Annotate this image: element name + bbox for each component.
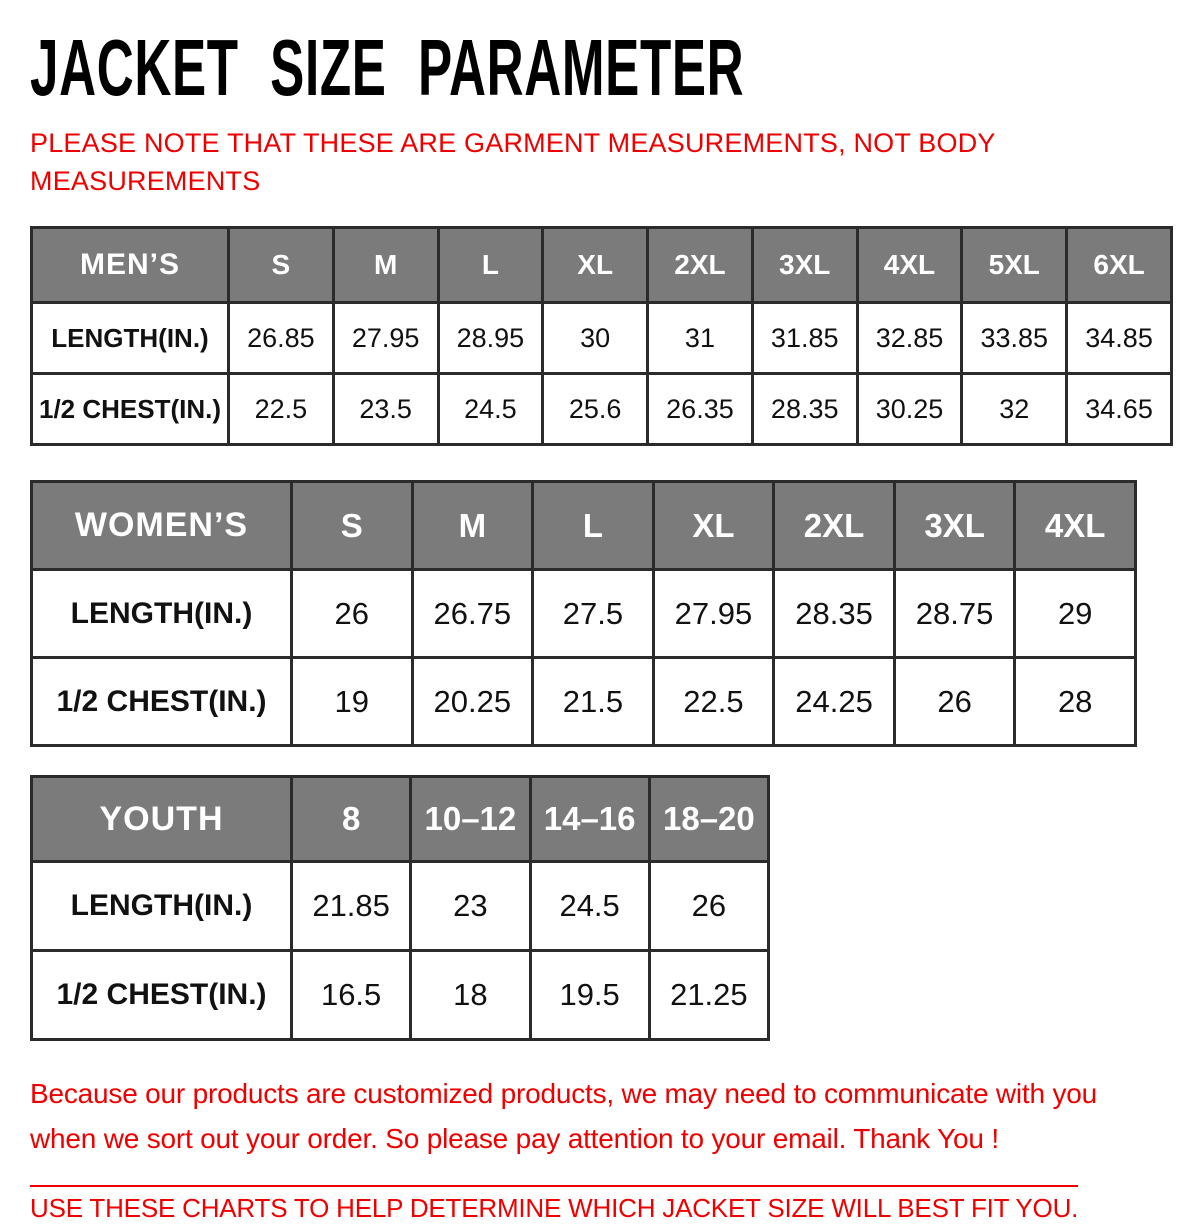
measurement-value-cell: 25.6 (543, 374, 648, 445)
measurement-value-cell: 22.5 (653, 658, 774, 746)
measurement-value-cell: 34.65 (1067, 374, 1172, 445)
row-label-cell: LENGTH(IN.) (32, 862, 292, 951)
custom-order-note-line1: Because our products are customized products, we may need to communicate with you (30, 1078, 1098, 1109)
measurement-value-cell: 23.5 (333, 374, 438, 445)
size-column-header: S (292, 482, 413, 570)
womens-header-row (32, 482, 1136, 570)
size-column-header: 4XL (857, 228, 962, 303)
measurement-value-cell: 22.5 (229, 374, 334, 445)
row-label-cell: 1/2 CHEST(IN.) (32, 951, 292, 1040)
measurement-value-cell: 26 (894, 658, 1015, 746)
measurement-value-cell: 32.85 (857, 303, 962, 374)
size-column-header: 10–12 (411, 777, 530, 862)
measurement-row (32, 862, 769, 951)
mens-header-row (32, 228, 1172, 303)
measurement-value-cell: 27.5 (533, 570, 654, 658)
size-column-header: 18–20 (649, 777, 768, 862)
measurement-row (32, 951, 769, 1040)
measurement-value-cell: 24.5 (530, 862, 649, 951)
size-column-header: 3XL (894, 482, 1015, 570)
measurement-value-cell: 31.85 (752, 303, 857, 374)
measurement-value-cell: 29 (1015, 570, 1136, 658)
measurement-row (32, 658, 1136, 746)
custom-order-note (30, 1071, 1150, 1161)
measurement-row (32, 570, 1136, 658)
measurement-value-cell: 26.85 (229, 303, 334, 374)
measurement-value-cell: 26.35 (648, 374, 753, 445)
measurement-value-cell: 24.5 (438, 374, 543, 445)
garment-measurement-note (30, 124, 1010, 200)
mens-size-table (30, 226, 1173, 446)
measurement-value-cell: 24.25 (774, 658, 895, 746)
fit-advice-text: USE THESE CHARTS TO HELP DETERMINE WHICH JACKET SIZE WILL BEST FIT YOU. (30, 1185, 1078, 1224)
row-label-cell: 1/2 CHEST(IN.) (32, 374, 229, 445)
measurement-value-cell: 34.85 (1067, 303, 1172, 374)
size-column-header: L (533, 482, 654, 570)
measurement-value-cell: 28.35 (774, 570, 895, 658)
measurement-value-cell: 19 (292, 658, 413, 746)
measurement-value-cell: 27.95 (653, 570, 774, 658)
size-column-header: 2XL (648, 228, 753, 303)
custom-order-note-line2: when we sort out your order. So please pay attention to your email. Thank You ! (30, 1123, 999, 1154)
measurement-value-cell: 21.85 (292, 862, 411, 951)
garment-measurement-note-line2: MEASUREMENTS (30, 166, 261, 196)
measurement-value-cell: 28.35 (752, 374, 857, 445)
measurement-value-cell: 26.75 (412, 570, 533, 658)
size-column-header: 3XL (752, 228, 857, 303)
measurement-value-cell: 32 (962, 374, 1067, 445)
measurement-value-cell: 26 (292, 570, 413, 658)
measurement-value-cell: 27.95 (333, 303, 438, 374)
size-column-header: XL (543, 228, 648, 303)
size-column-header: 8 (292, 777, 411, 862)
size-column-header: L (438, 228, 543, 303)
row-label-cell: 1/2 CHEST(IN.) (32, 658, 292, 746)
fit-advice-note (30, 1185, 1200, 1224)
size-column-header: 5XL (962, 228, 1067, 303)
measurement-value-cell: 30 (543, 303, 648, 374)
row-label-cell: LENGTH(IN.) (32, 570, 292, 658)
youth-size-table (30, 775, 770, 1041)
womens-table-title: WOMEN’S (32, 482, 292, 570)
youth-table-title: YOUTH (32, 777, 292, 862)
measurement-value-cell: 19.5 (530, 951, 649, 1040)
measurement-value-cell: 31 (648, 303, 753, 374)
womens-size-table (30, 480, 1137, 747)
size-column-header: 14–16 (530, 777, 649, 862)
garment-measurement-note-line1: PLEASE NOTE THAT THESE ARE GARMENT MEASUREMENTS, NOT BODY (30, 128, 996, 158)
measurement-value-cell: 28.75 (894, 570, 1015, 658)
measurement-value-cell: 21.5 (533, 658, 654, 746)
measurement-value-cell: 30.25 (857, 374, 962, 445)
measurement-value-cell: 33.85 (962, 303, 1067, 374)
page-title: JACKET SIZE PARAMETER (30, 23, 745, 112)
measurement-row (32, 303, 1172, 374)
size-column-header: 2XL (774, 482, 895, 570)
measurement-value-cell: 18 (411, 951, 530, 1040)
youth-header-row (32, 777, 769, 862)
size-column-header: S (229, 228, 334, 303)
mens-table-title: MEN’S (32, 228, 229, 303)
measurement-value-cell: 23 (411, 862, 530, 951)
measurement-value-cell: 28.95 (438, 303, 543, 374)
size-column-header: M (333, 228, 438, 303)
measurement-value-cell: 28 (1015, 658, 1136, 746)
measurement-value-cell: 20.25 (412, 658, 533, 746)
measurement-value-cell: 26 (649, 862, 768, 951)
measurement-value-cell: 21.25 (649, 951, 768, 1040)
size-column-header: M (412, 482, 533, 570)
measurement-value-cell: 16.5 (292, 951, 411, 1040)
size-column-header: 4XL (1015, 482, 1136, 570)
row-label-cell: LENGTH(IN.) (32, 303, 229, 374)
size-column-header: XL (653, 482, 774, 570)
size-column-header: 6XL (1067, 228, 1172, 303)
measurement-row (32, 374, 1172, 445)
